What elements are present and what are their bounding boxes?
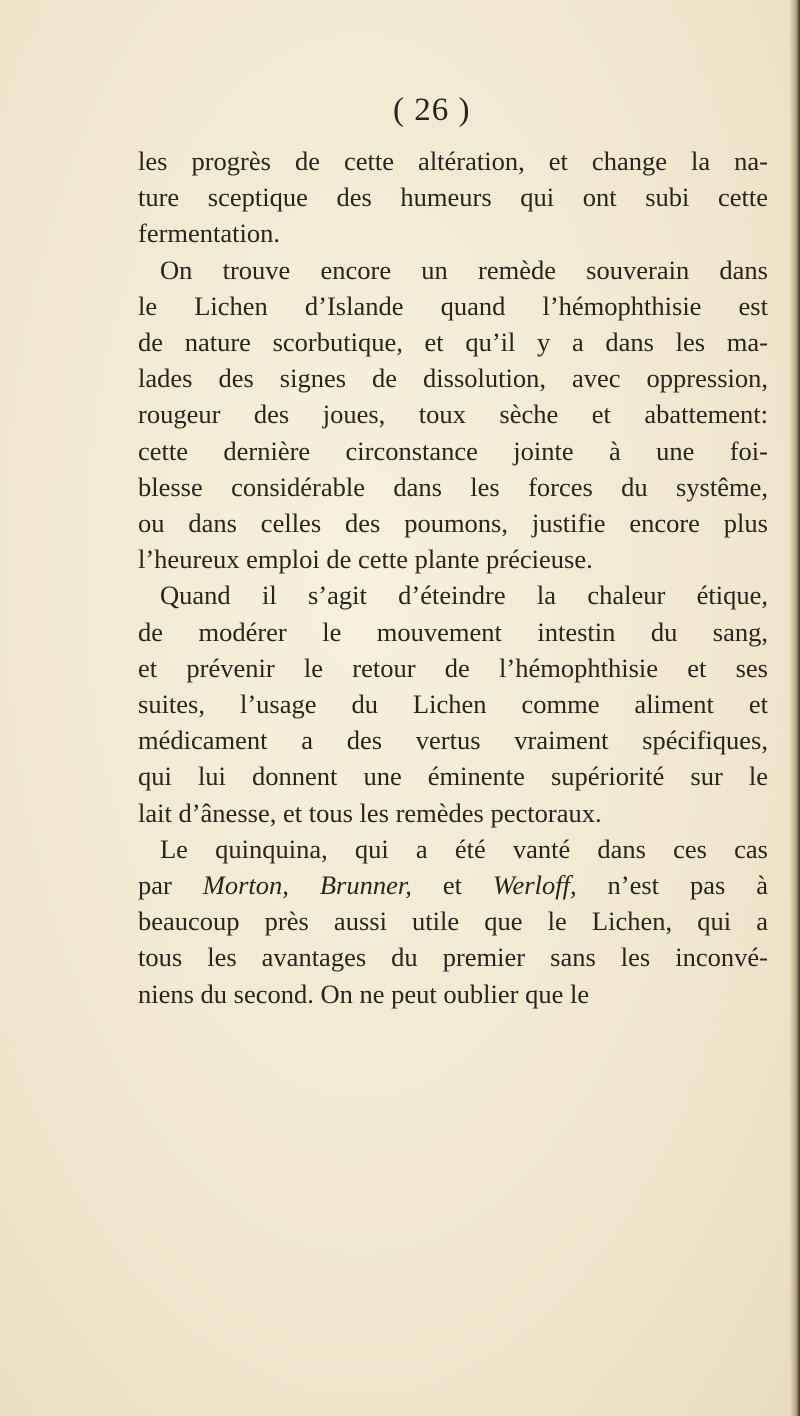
text-line: blesse considérable dans les forces du systême, (138, 471, 768, 502)
text-line: de modérer le mouvement intestin du sang, (138, 616, 768, 647)
text-line: cette dernière circonstance jointe à une foi- (138, 435, 768, 466)
text-line: rougeur des joues, toux sèche et abattement: (138, 399, 768, 430)
text-line: On trouve encore un remède souverain dans (160, 254, 768, 285)
author-name-morton: Morton, (202, 870, 289, 901)
text-line: beaucoup près aussi utile que le Lichen, qui a (138, 906, 768, 937)
text-line: lait d’ânesse, et tous les remèdes pectoraux. (138, 797, 602, 828)
text-line: tous les avantages du premier sans les inconvé- (138, 942, 768, 973)
author-name-brunner: Brunner, (319, 870, 412, 901)
text-line: niens du second. On ne peut oublier que le (138, 978, 590, 1009)
text-fragment: n’est pas à (576, 870, 769, 901)
page-edge-shadow (790, 0, 800, 1416)
text-fragment (289, 870, 320, 900)
text-line: fermentation. (138, 218, 281, 249)
text-line: Le quinquina, qui a été vanté dans ces cas (160, 833, 768, 864)
page-number: ( 26 ) (393, 92, 471, 128)
text-line: l’heureux emploi de cette plante précieuse. (138, 544, 593, 575)
text-line-with-names (138, 867, 768, 903)
text-fragment: par (138, 870, 203, 901)
text-line: suites, l’usage du Lichen comme aliment et (138, 689, 768, 720)
text-line: de nature scorbutique, et qu’il y a dans les ma- (138, 327, 768, 358)
text-fragment: et (411, 870, 493, 901)
text-line: médicament a des vertus vraiment spécifiques, (138, 725, 768, 756)
text-line: ou dans celles des poumons, justifie encore plus (138, 508, 768, 539)
text-line: le Lichen d’Islande quand l’hémophthisie est (138, 290, 768, 321)
text-line: qui lui donnent une éminente supériorité sur le (138, 761, 768, 792)
text-line: lades des signes de dissolution, avec oppression, (138, 363, 768, 394)
body-text (138, 143, 768, 1012)
text-line: et prévenir le retour de l’hémophthisie et ses (138, 652, 768, 683)
text-line: ture sceptique des humeurs qui ont subi cette (138, 182, 768, 213)
text-line: les progrès de cette altération, et change la na- (138, 146, 768, 176)
text-line: Quand il s’agit d’éteindre la chaleur étique, (160, 580, 768, 611)
author-name-werloff: Werloff, (492, 870, 577, 901)
